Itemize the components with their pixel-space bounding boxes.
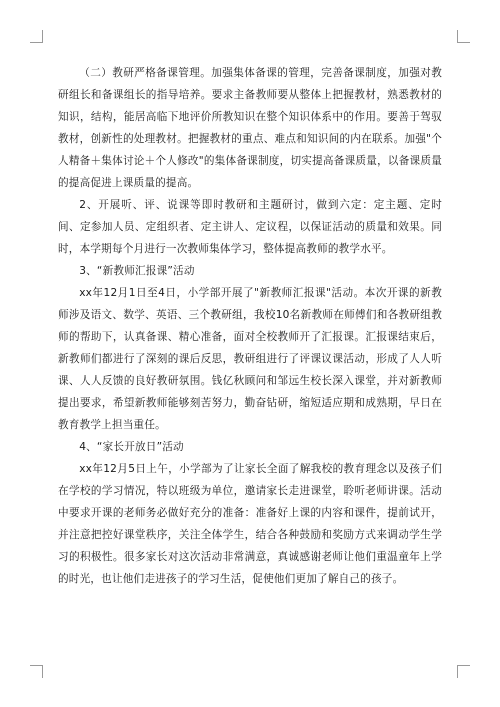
paragraph-lesson-observation: 2、开展听、评、说课等即时教研和主题研讨，做到六定：定主题、定时间、定参加人员、定组织者、定主讲人、定议程，以保证活动的质量和效果。同时，本学期每个月进行一次教师集体学习，整体提高教师的教学水平。 bbox=[58, 199, 442, 255]
document-body bbox=[58, 62, 442, 590]
paragraph-parent-open-day: xx年12月5日上午，小学部为了让家长全面了解我校的教育理念以及孩子们在学校的学习情况，特以班级为单位，邀请家长走进课堂，聆听老师讲课。活动中要求开课的老师务必做好充分的准备：准备好上课的内容和课件，提前试开，并注意把控好课堂秩序，关注全体学生，结合各种鼓励和奖励方式来调动学生学习的积极性。很多家长对这次活动非常满意，真诚感谢老师让他们重温童年上学的时光，也让他们走进孩子的学习生活，促使他们更加了解自己的孩子。 bbox=[58, 463, 442, 585]
heading-new-teacher-lessons: 3、“新教师汇报课”活动 bbox=[79, 265, 195, 277]
heading-parent-open-day: 4、“家长开放日”活动 bbox=[79, 441, 184, 453]
crop-mark-bottom-left bbox=[30, 665, 43, 678]
crop-mark-top-right bbox=[457, 30, 470, 43]
crop-mark-top-left bbox=[30, 30, 43, 43]
paragraph-lesson-prep: （二）教研严格备课管理。加强集体备课的管理，完善备课制度，加强对教研组长和备课组长的指导培养。要求主备教师要从整体上把握教材，熟悉教材的知识，结构，能居高临下地评价所教知识在整个知识体系中的作用。要善于驾驭教材，创新性的处理教材。把握教材的重点、难点和知识间的内在联系。加强"个人精备＋集体讨论＋个人修改"的集体备课制度，切实提高备课质量，以备课质量的提高促进上课质量的提高。 bbox=[58, 67, 442, 189]
paragraph-new-teacher-lessons: xx年12月1日至4日，小学部开展了"新教师汇报课"活动。本次开课的新教师涉及语文、数学、英语、三个教研组，我校10名新教师在师傅们和各教研组教师的帮助下，认真备课、精心准备，面对全校教师开了汇报课。汇报课结束后，新教师们都进行了深刻的课后反思，教研组进行了评课议课活动，形成了人人听课、人人反馈的良好教研氛围。钱亿秋顾问和邹远生校长深入课堂，并对新教师提出要求，希望新教师能够刻苦努力，勤奋钻研，缩短适应期和成熟期，早日在教育教学上担当重任。 bbox=[58, 287, 442, 431]
crop-mark-bottom-right bbox=[457, 665, 470, 678]
